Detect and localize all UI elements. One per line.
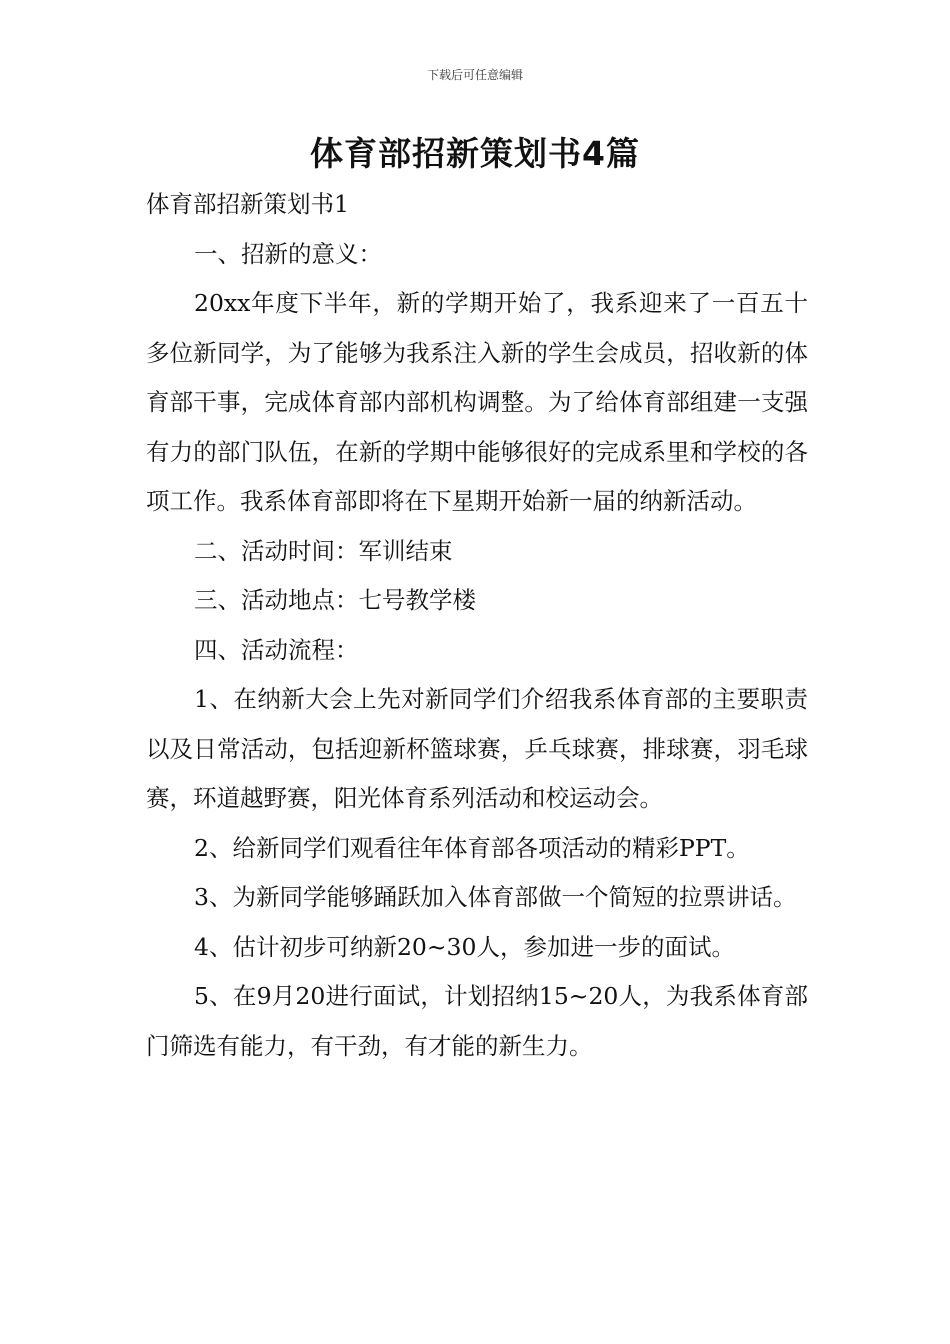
paragraph-activity-location: 三、活动地点：七号教学楼 xyxy=(194,586,476,614)
section-heading: 体育部招新策划书1 xyxy=(146,190,349,218)
paragraph-significance-body: 20xx年度下半年，新的学期开始了，我系迎来了一百五十多位新同学，为了能够为我系注入新的学生会成员，招收新的体育部干事，完成体育部内部机构调整。为了给体育部组建一支强有力的部门队伍，在新的学期中能够很好的完成系里和学校的各项工作。我系体育部即将在下星期开始新一届的纳新活动。 xyxy=(146,289,808,515)
paragraph-step-3: 3、为新同学能够踊跃加入体育部做一个简短的拉票讲话。 xyxy=(194,883,797,911)
paragraph-step-4: 4、估计初步可纳新20~30人，参加进一步的面试。 xyxy=(194,932,735,961)
paragraph-activity-time: 二、活动时间：军训结束 xyxy=(194,536,453,565)
paragraph-step-1: 1、在纳新大会上先对新同学们介绍我系体育部的主要职责以及日常活动，包括迎新杯篮球赛，乒乓球赛，排球赛，羽毛球赛，环道越野赛，阳光体育系列活动和校运动会。 xyxy=(146,685,808,812)
paragraph-significance-heading: 一、招新的意义： xyxy=(194,239,382,268)
paragraph-activity-process-heading: 四、活动流程： xyxy=(194,635,359,664)
paragraph-step-2: 2、给新同学们观看往年体育部各项活动的精彩PPT。 xyxy=(194,833,750,862)
document-title: 体育部招新策划书4篇 xyxy=(310,134,640,173)
header-note: 下载后可任意编辑 xyxy=(426,68,523,82)
paragraph-step-5: 5、在9月20进行面试，计划招纳15~20人，为我系体育部门筛选有能力，有干劲，有才能的新生力。 xyxy=(146,982,808,1060)
document-body xyxy=(146,180,808,1071)
